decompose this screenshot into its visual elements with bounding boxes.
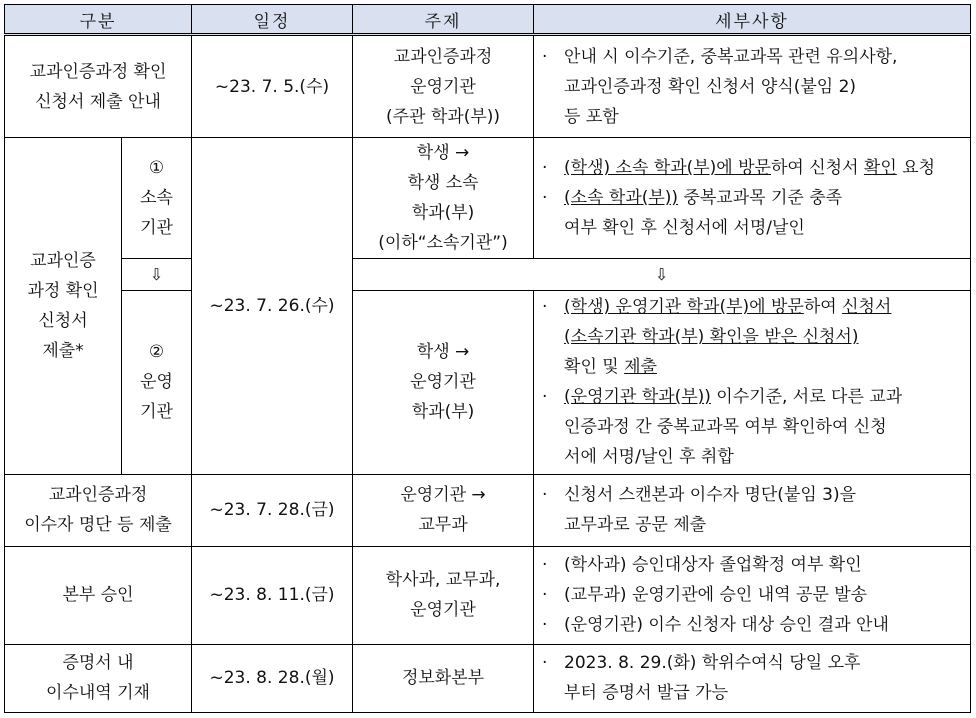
detail-item: · (학사과) 승인대상자 졸업확정 여부 확인 [542,555,862,576]
row4-schedule: ~23. 8. 11.(금) [192,546,353,644]
row2-schedule: ~23. 7. 26.(수) [192,138,353,474]
row5-schedule: ~23. 8. 28.(월) [192,644,353,712]
header-subject: 주제 [353,5,534,35]
detail-item: · 신청서 스캔본과 이수자 명단(붙임 3)을 교무과로 공문 제출 [542,485,857,536]
table-row [5,35,971,138]
table-row [5,644,971,712]
row3-schedule: ~23. 7. 28.(금) [192,474,353,546]
detail-item: · (운영기관 학과(부)) 이수기준, 서로 다른 교과 인증과정 간 중복교과목 여부 확인하여 신청 서에 서명/날인 후 취합 [542,387,903,468]
step2-details [534,291,971,474]
row1-subject: 교과인증과정 운영기관 (주관 학과(부)) [353,35,534,138]
row1-details [534,35,971,138]
step1-subject: 학생 → 학생 소속 학과(부) (이하“소속기관”) [353,138,534,259]
row4-category: 본부 승인 [5,546,192,644]
table-row [5,259,971,291]
header-row [5,5,971,35]
detail-item: · 안내 시 이수기준, 중복교과목 관련 유의사항, 교과인증과정 확인 신청서 양식(붙임 2) 등 포함 [542,46,898,127]
table-row [5,138,971,259]
step2-label: ② 운영 기관 [122,291,192,474]
row3-category: 교과인증과정 이수자 명단 등 제출 [5,474,192,546]
detail-item: · (학생) 운영기관 학과(부)에 방문하여 신청서 (소속기관 학과(부) 확인을 받은 신청서) 확인 및 제출 [542,297,892,378]
header-details: 세부사항 [534,5,971,35]
table-row [5,291,971,474]
detail-item: · 2023. 8. 29.(화) 학위수여식 당일 오후 부터 증명서 발급 가능 [542,653,861,704]
row4-subject: 학사과, 교무과, 운영기관 [353,546,534,644]
down-arrow-icon: ⇩ [122,259,192,291]
step1-label: ① 소속 기관 [122,138,192,259]
row5-details [534,644,971,712]
row1-category: 교과인증과정 확인 신청서 제출 안내 [5,35,192,138]
header-category: 구분 [5,5,192,35]
row1-schedule: ~23. 7. 5.(수) [192,35,353,138]
step2-subject: 학생 → 운영기관 학과(부) [353,291,534,474]
schedule-table [4,4,971,713]
row3-details [534,474,971,546]
row5-subject: 정보화본부 [353,644,534,712]
detail-item: · (학생) 소속 학과(부)에 방문하여 신청서 확인 요청 [542,158,936,179]
detail-item: · (소속 학과(부)) 중복교과목 기준 충족 여부 확인 후 신청서에 서명/날인 [542,188,843,239]
row3-subject: 운영기관 → 교무과 [353,474,534,546]
step1-details [534,138,971,259]
down-arrow-icon: ⇩ [353,259,971,291]
row2-category: 교과인증 과정 확인 신청서 제출* [5,138,122,474]
header-schedule: 일정 [192,5,353,35]
row4-details [534,546,971,644]
detail-item: · (교무과) 운영기관에 승인 내역 공문 발송 [542,585,868,606]
row5-category: 증명서 내 이수내역 기재 [5,644,192,712]
detail-item: · (운영기관) 이수 신청자 대상 승인 결과 안내 [542,615,889,636]
table-row [5,474,971,546]
table-row [5,546,971,644]
